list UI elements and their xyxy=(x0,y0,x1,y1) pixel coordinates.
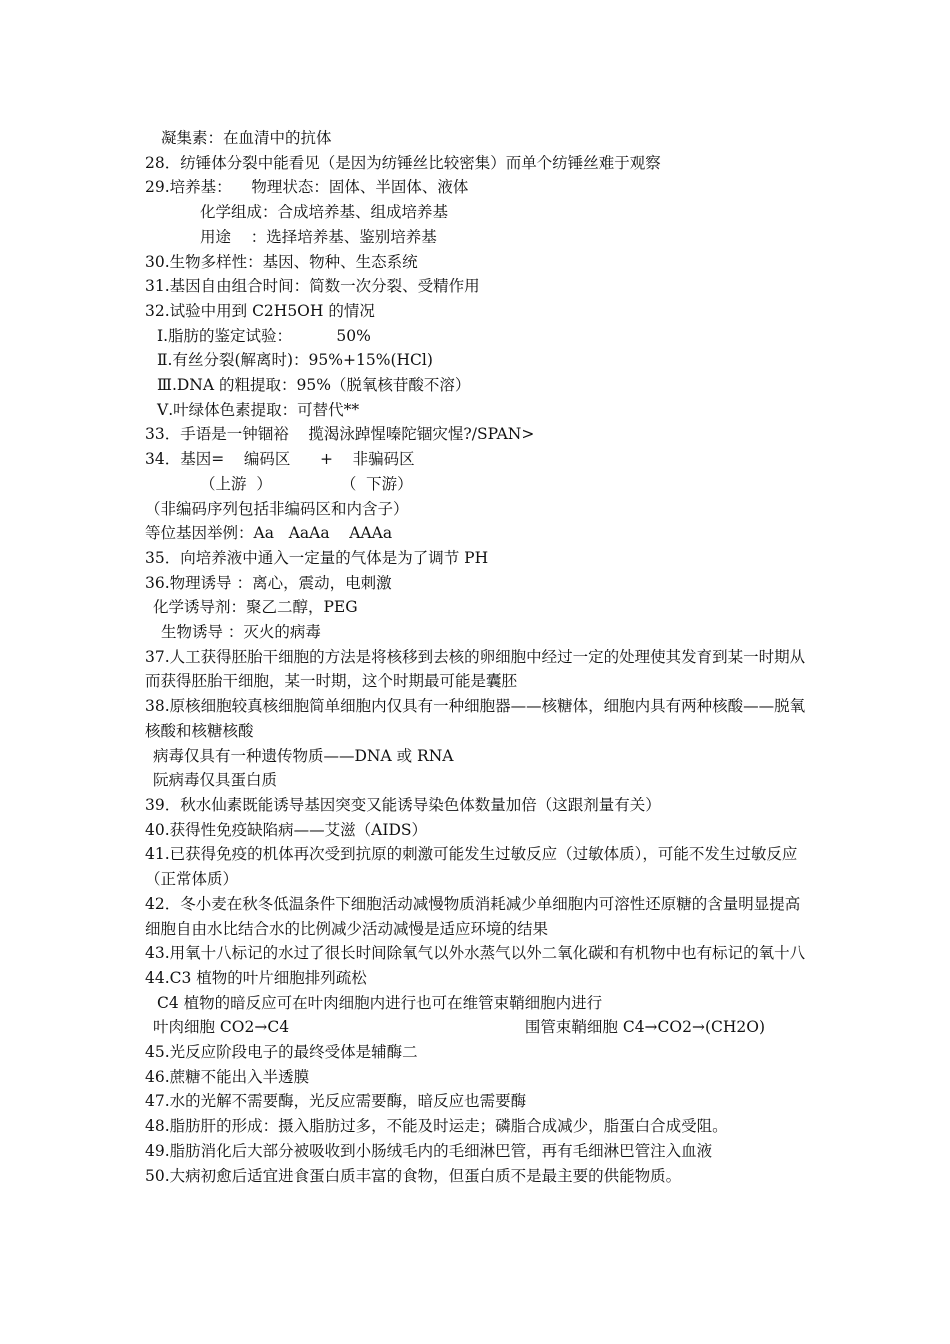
text-left: 叶肉细胞 CO2→C4 xyxy=(153,1018,290,1037)
text-line: 48.脂肪肝的形成：摄入脂肪过多，不能及时运走；磷脂合成减少，脂蛋白合成受阻。 xyxy=(145,1117,728,1136)
text-line: C4 植物的暗反应可在叶肉细胞内进行也可在维管束鞘细胞内进行 xyxy=(157,993,603,1012)
text-right: 围管束鞘细胞 C4→CO2→(CH2O) xyxy=(524,1018,765,1037)
text-line: Ⅱ.有丝分裂(解离时)：95%+15%(HCl) xyxy=(157,351,433,370)
text-line: 33．手语是一钟锢裕 揽渴泳踔惺嗪陀锢灾惺?/SPAN> xyxy=(145,425,535,444)
text-line: 49.脂肪消化后大部分被吸收到小肠绒毛内的毛细淋巴管，再有毛细淋巴管注入血液 xyxy=(145,1141,713,1160)
text-line: 30.生物多样性：基因、物种、生态系统 xyxy=(145,252,418,271)
text-line: 29.培养基： 物理状态：固体、半固体、液体 xyxy=(145,178,469,197)
text-line: 化学诱导剂：聚乙二醇，PEG xyxy=(153,598,358,617)
text-line: 47.水的光解不需要酶，光反应需要酶，暗反应也需要酶 xyxy=(145,1092,527,1111)
text-line: 化学组成：合成培养基、组成培养基 xyxy=(200,203,449,222)
text-paragraph: 37.人工获得胚胎干细胞的方法是将核移到去核的卵细胞中经过一定的处理使其发育到某一时期从而获得胚胎干细胞，某一时期，这个时期最可能是囊胚 xyxy=(145,647,806,691)
text-line: 凝集素：在血清中的抗体 xyxy=(161,129,332,147)
text-paragraph: 43.用氧十八标记的水过了很长时间除氧气以外水蒸气以外二氧化碳和有机物中也有标记的氧十八 xyxy=(145,944,806,963)
text-line: 病毒仅具有一种遗传物质——DNA 或 RNA xyxy=(153,746,454,765)
text-line: 生物诱导 ：灭火的病毒 xyxy=(161,623,321,642)
text-line: 等位基因举例：Aa AaAa AAAa xyxy=(145,524,393,543)
text-line: 35．向培养液中通入一定量的气体是为了调节 PH xyxy=(145,548,489,567)
document-body xyxy=(145,126,810,1188)
text-line-two-column xyxy=(145,1015,765,1040)
text-line: 36.物理诱导 ：离心，震动，电刺激 xyxy=(145,573,392,592)
text-line: 31.基因自由组合时间：简数一次分裂、受精作用 xyxy=(145,277,480,296)
text-line: 40.获得性免疫缺陷病——艾滋（AIDS） xyxy=(145,820,428,839)
text-line: 32.试验中用到 C2H5OH 的情况 xyxy=(145,301,375,320)
text-line: Ⅰ.脂肪的鉴定试验： 50% xyxy=(157,326,371,345)
text-line: 用途 ：选择培养基、鉴别培养基 xyxy=(200,227,437,246)
text-line: （上游 ） （ 下游） xyxy=(200,474,413,493)
text-line: 44.C3 植物的叶片细胞排列疏松 xyxy=(145,968,367,987)
text-line: 39．秋水仙素既能诱导基因突变又能诱导染色体数量加倍（这跟剂量有关） xyxy=(145,795,661,814)
text-line: 45.光反应阶段电子的最终受体是辅酶二 xyxy=(145,1043,418,1062)
text-line: 阮病毒仅具蛋白质 xyxy=(153,771,278,790)
text-paragraph: 42．冬小麦在秋冬低温条件下细胞活动减慢物质消耗减少单细胞内可溶性还原糖的含量明显提高细胞自由水比结合水的比例减少活动减慢是适应环境的结果 xyxy=(145,894,801,938)
text-paragraph: 41.已获得免疫的机体再次受到抗原的刺激可能发生过敏反应（过敏体质），可能不发生过敏反应（正常体质） xyxy=(145,845,798,889)
text-paragraph: 38.原核细胞较真核细胞简单细胞内仅具有一种细胞器——核糖体，细胞内具有两种核酸——脱氧核酸和核糖核酸 xyxy=(145,697,806,740)
text-line: 46.蔗糖不能出入半透膜 xyxy=(145,1067,310,1086)
text-line: 50.大病初愈后适宜进食蛋白质丰富的食物，但蛋白质不是最主要的供能物质。 xyxy=(145,1166,682,1185)
text-line: Ⅴ.叶绿体色素提取：可替代** xyxy=(157,400,360,419)
text-line: （非编码序列包括非编码区和内含子） xyxy=(145,499,409,518)
text-line: 34．基因= 编码区 + 非骗码区 xyxy=(145,450,415,469)
text-line: Ⅲ.DNA 的粗提取：95%（脱氧核苷酸不溶） xyxy=(157,376,471,395)
text-line: 28．纺锤体分裂中能看见（是因为纺锤丝比较密集）而单个纺锤丝难于观察 xyxy=(145,153,661,172)
